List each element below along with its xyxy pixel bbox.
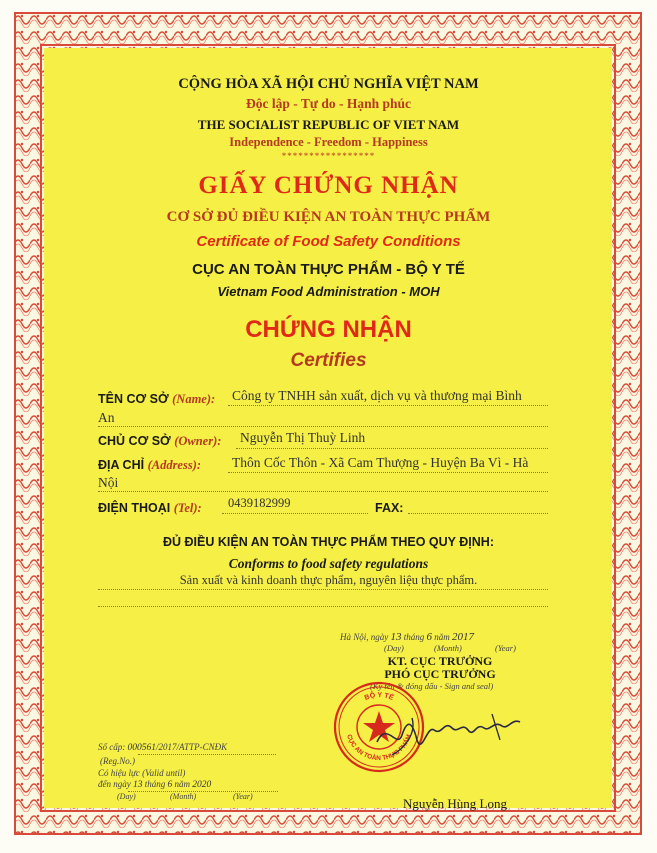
- issue-month-en: (Month): [434, 643, 462, 653]
- valid-until-label: Có hiệu lực (Valid until): [98, 768, 186, 778]
- certifies-en: Certifies: [290, 350, 367, 371]
- conforms-en: Conforms to food safety regulations: [228, 556, 429, 571]
- conforms-scope: Sản xuất và kinh doanh thực phẩm, nguyên liệu thực phẩm.: [179, 573, 478, 587]
- certifies-vi: CHỨNG NHẬN: [245, 316, 412, 343]
- certificate-title: GIẤY CHỨNG NHẬN: [198, 172, 459, 199]
- issue-year-en: (Year): [495, 643, 516, 653]
- owner-label: CHỦ CƠ SỞ (Owner):: [98, 434, 222, 448]
- address-value-line2: Nội: [98, 475, 119, 490]
- motto-en: Independence - Freedom - Happiness: [229, 135, 428, 149]
- reg-no-en: (Reg.No.): [100, 756, 135, 766]
- republic-en: THE SOCIALIST REPUBLIC OF VIET NAM: [197, 117, 460, 132]
- conforms-vi: ĐỦ ĐIỀU KIỆN AN TOÀN THỰC PHẨM THEO QUY ĐỊNH:: [163, 535, 494, 549]
- certificate-paper: [44, 48, 612, 808]
- valid-date: đến ngày 13 tháng 6 năm 2020: [98, 779, 212, 790]
- issue-day-en: (Day): [384, 643, 404, 653]
- agency-en: Vietnam Food Administration - MOH: [217, 284, 440, 299]
- signatory-title1: KT. CỤC TRƯỞNG: [387, 654, 493, 668]
- svg-text:CỤC AN TOÀN THỰC PHẨM: CỤC AN TOÀN THỰC PHẨM: [345, 733, 413, 763]
- name-value-line1: Công ty TNHH sản xuất, dịch vụ và thương mại Bình: [232, 388, 522, 403]
- svg-text:BỘ Y TẾ: BỘ Y TẾ: [363, 691, 395, 702]
- phone-value: 0439182999: [228, 496, 291, 510]
- motto-vi: Độc lập - Tự do - Hạnh phúc: [245, 96, 412, 111]
- republic-vi: CỘNG HÒA XÃ HỘI CHỦ NGHĨA VIỆT NAM: [178, 76, 479, 92]
- name-label: TÊN CƠ SỞ (Name):: [98, 392, 216, 406]
- valid-day-en: (Day): [117, 792, 136, 801]
- issue-date: Hà Nội, ngày 13 tháng 6 năm 2017: [340, 631, 475, 643]
- name-value-line2: An: [98, 410, 115, 425]
- valid-month-en: (Month): [170, 792, 197, 801]
- valid-year-en: (Year): [233, 792, 253, 801]
- stars-divider: *****************: [281, 151, 376, 161]
- phone-label: ĐIỆN THOẠI (Tel):: [98, 501, 202, 515]
- agency-vi: CỤC AN TOÀN THỰC PHẨM - BỘ Y TẾ: [192, 261, 465, 278]
- sign-note: (Ký tên & đóng dấu - Sign and seal): [370, 681, 494, 691]
- owner-value: Nguyễn Thị Thuỳ Linh: [240, 430, 366, 445]
- address-label: ĐỊA CHỈ (Address):: [98, 458, 202, 472]
- signatory-name: Nguyễn Hùng Long: [403, 796, 507, 811]
- certificate-subtitle-vi: CƠ SỞ ĐỦ ĐIỀU KIỆN AN TOÀN THỰC PHẨM: [166, 209, 491, 225]
- fax-label: FAX:: [375, 501, 404, 515]
- address-value-line1: Thôn Cốc Thôn - Xã Cam Thượng - Huyện Ba Vì - Hà: [232, 455, 529, 470]
- reg-number: Số cấp: 000561/2017/ATTP-CNĐK: [98, 742, 228, 753]
- signature: [372, 700, 532, 760]
- signatory-title2: PHÓ CỤC TRƯỞNG: [384, 667, 496, 681]
- certificate-subtitle-en: Certificate of Food Safety Conditions: [196, 233, 461, 250]
